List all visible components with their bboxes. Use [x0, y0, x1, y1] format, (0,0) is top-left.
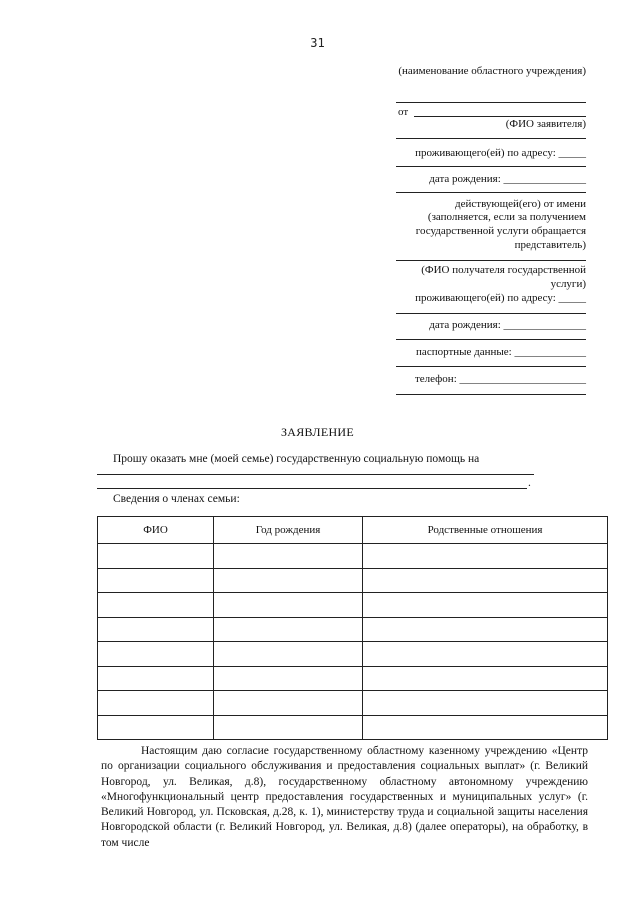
- passport-line: [396, 366, 586, 367]
- table-header-row: [98, 517, 608, 544]
- from-label: от: [398, 106, 409, 118]
- table-cell[interactable]: [214, 544, 363, 569]
- acting-on-behalf: действующей(его) от имени: [455, 198, 586, 210]
- recipient-birth-date-line: [396, 339, 586, 340]
- family-members-table: [97, 516, 608, 740]
- address-line: [396, 166, 586, 167]
- column-header-fio: ФИО: [98, 517, 214, 544]
- document-title: ЗАЯВЛЕНИЕ: [280, 425, 355, 439]
- table-cell[interactable]: [363, 715, 608, 740]
- column-header-relation: Родственные отношения: [363, 517, 608, 544]
- table-cell[interactable]: [214, 642, 363, 667]
- table-cell[interactable]: [214, 593, 363, 618]
- table-cell[interactable]: [363, 593, 608, 618]
- table-cell[interactable]: [214, 617, 363, 642]
- table-cell[interactable]: [363, 642, 608, 667]
- line-end-dot: .: [528, 477, 531, 489]
- table-cell[interactable]: [363, 617, 608, 642]
- table-cell[interactable]: [98, 691, 214, 716]
- family-label: Сведения о членах семьи:: [113, 493, 240, 505]
- table-row: [98, 544, 608, 569]
- table-cell[interactable]: [98, 568, 214, 593]
- birth-date-label: дата рождения: _______________: [429, 173, 586, 185]
- passport-label: паспортные данные: _____________: [416, 346, 586, 358]
- residing-label: проживающего(ей) по адресу: _____: [415, 147, 586, 159]
- table-cell[interactable]: [363, 544, 608, 569]
- recipient-fio-line: [396, 260, 586, 261]
- org-name-note: (наименование областного учреждения): [398, 65, 586, 77]
- table-cell[interactable]: [363, 568, 608, 593]
- applicant-fio-note: (ФИО заявителя): [505, 118, 586, 130]
- table-cell[interactable]: [214, 666, 363, 691]
- table-row: [98, 593, 608, 618]
- consent-paragraph: Настоящим даю согласие государственному областному казенному учреждению «Центр по организации социального обслуживания и предоставления социальных выплат» (г. Великий Новгород, ул. Великая, д.8), государственному областному автономному учреждению «Многофункциональный центр предоставления государственных и муниципальных услуг» (г. Великий Новгород, ул. Псковская, д.28, к. 1), министерству труда и социальной защиты населения Новгородской области (г. Великий Новгород, ул. Великая, д.8) (далее операторы), на обработку, в том числе: [101, 745, 588, 849]
- birth-date-line: [396, 192, 586, 193]
- table-row: [98, 691, 608, 716]
- applicant-fio-line-2: [396, 138, 586, 139]
- request-text: Прошу оказать мне (моей семье) государственную социальную помощь на: [113, 453, 480, 465]
- recipient-residing-label: проживающего(ей) по адресу: _____: [415, 292, 586, 304]
- table-cell[interactable]: [214, 568, 363, 593]
- request-line-1: [97, 474, 534, 475]
- table-cell[interactable]: [98, 544, 214, 569]
- recipient-fio-note: (ФИО получателя государственной услуги): [421, 264, 586, 290]
- column-header-birth-year: Год рождения: [214, 517, 363, 544]
- table-cell[interactable]: [363, 691, 608, 716]
- table-cell[interactable]: [98, 666, 214, 691]
- request-line-2: [97, 488, 527, 489]
- recipient-address-line: [396, 313, 586, 314]
- table-cell[interactable]: [98, 593, 214, 618]
- table-cell[interactable]: [214, 691, 363, 716]
- table-row: [98, 617, 608, 642]
- table-row: [98, 642, 608, 667]
- phone-label: телефон: _______________________: [414, 373, 586, 385]
- recipient-birth-date-label: дата рождения: _______________: [429, 319, 586, 331]
- table-row: [98, 568, 608, 593]
- phone-line: [396, 394, 586, 395]
- representative-note: (заполняется, если за получением государственной услуги обращается представитель): [415, 211, 586, 251]
- org-name-line: [396, 102, 586, 103]
- table-cell[interactable]: [363, 666, 608, 691]
- page-number: 31: [310, 36, 325, 50]
- table-row: [98, 715, 608, 740]
- table-cell[interactable]: [98, 642, 214, 667]
- table-cell[interactable]: [214, 715, 363, 740]
- table-cell[interactable]: [98, 617, 214, 642]
- table-row: [98, 666, 608, 691]
- table-cell[interactable]: [98, 715, 214, 740]
